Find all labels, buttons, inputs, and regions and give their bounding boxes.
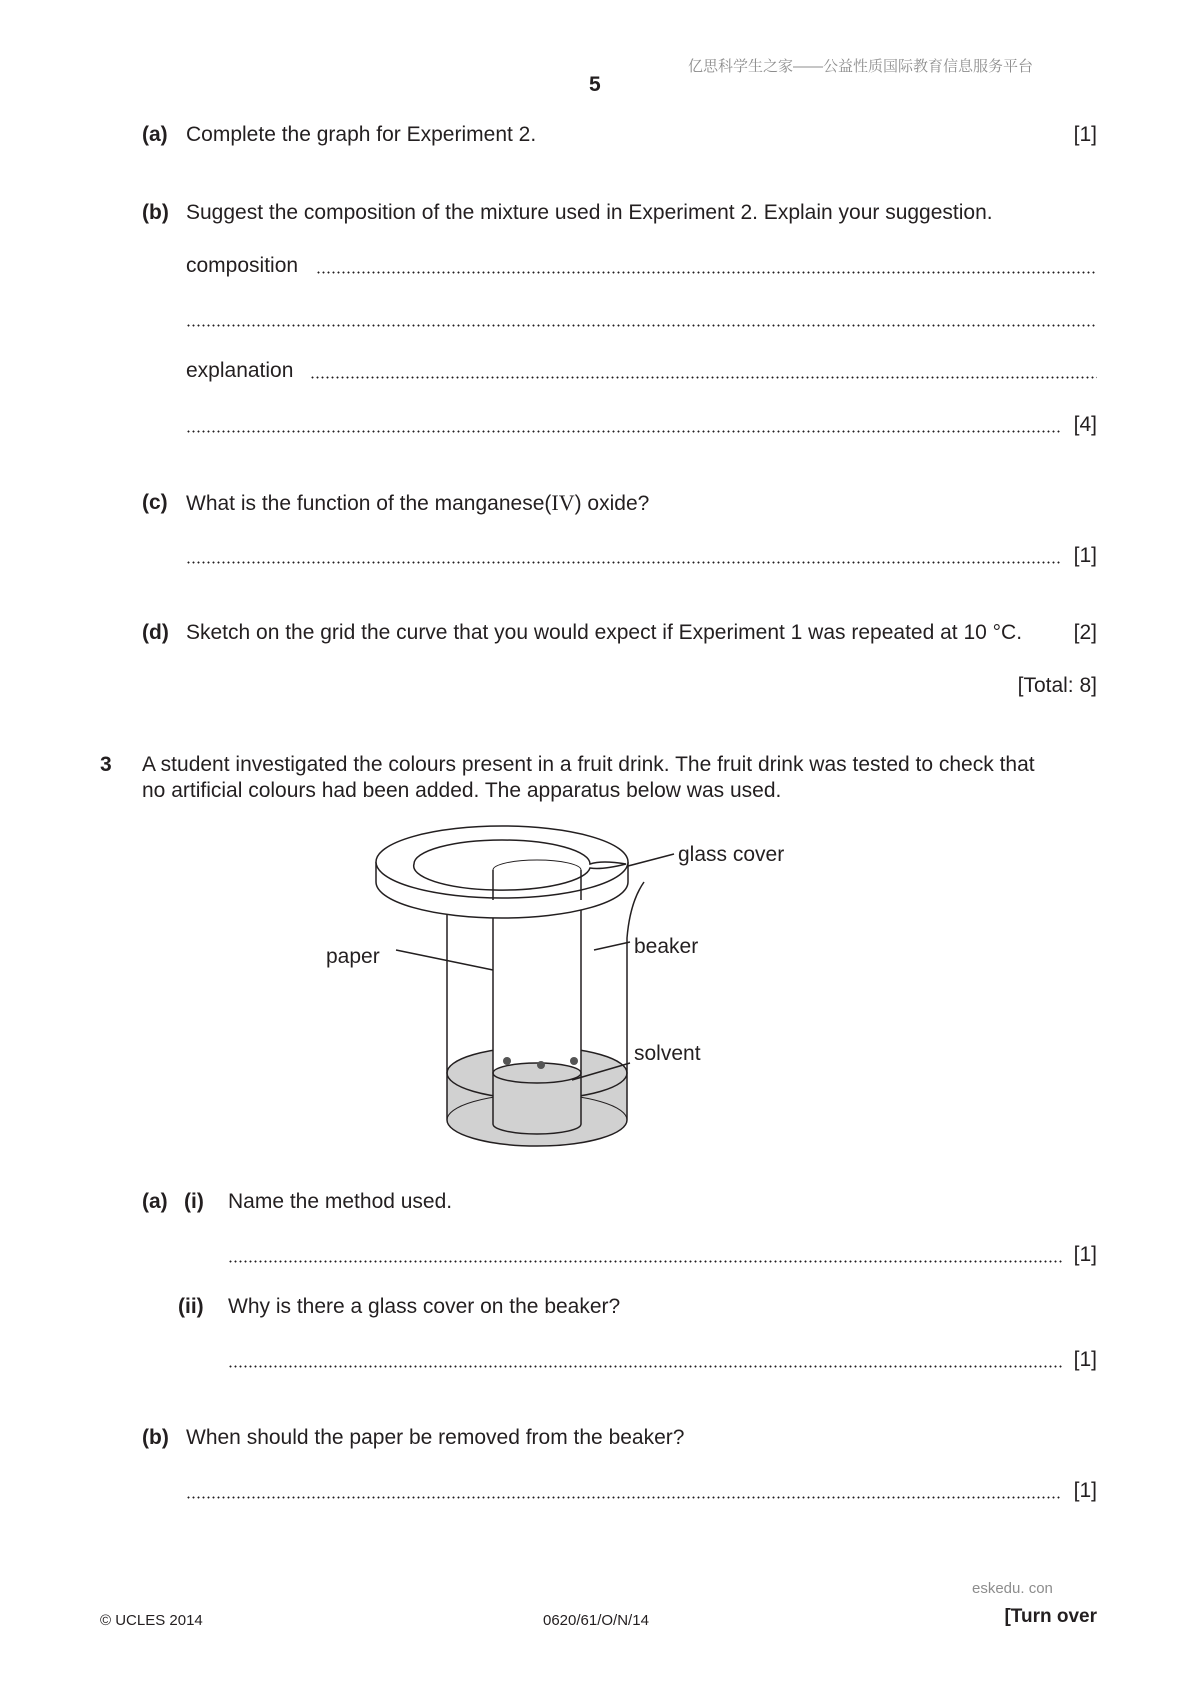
q2-total: [Total: 8] bbox=[1017, 674, 1097, 697]
q2c-marks: [1] bbox=[1073, 544, 1097, 567]
q3aii-marks: [1] bbox=[1073, 1348, 1097, 1371]
sample-spot-2 bbox=[537, 1061, 545, 1069]
sample-spot-3 bbox=[570, 1057, 578, 1065]
composition-answer-line[interactable] bbox=[316, 271, 1097, 274]
chromatography-apparatus-diagram bbox=[326, 830, 860, 1160]
solvent-label: solvent bbox=[634, 1042, 701, 1065]
q3b-text: When should the paper be removed from the beaker? bbox=[186, 1426, 685, 1449]
q2b-label: (b) bbox=[142, 201, 169, 224]
q3aii-label: (ii) bbox=[178, 1295, 204, 1318]
q2d-text: Sketch on the grid the curve that you would expect if Experiment 1 was repeated at 10 °C. bbox=[186, 621, 1023, 644]
q3-intro-line1: A student investigated the colours present in a fruit drink. The fruit drink was tested to check that bbox=[142, 753, 1035, 776]
beaker-right-wall bbox=[627, 882, 644, 1120]
watermark-bottom: eskedu. con bbox=[972, 1580, 1053, 1597]
q2b-marks: [4] bbox=[1073, 413, 1097, 436]
q3b-marks: [1] bbox=[1073, 1479, 1097, 1502]
paper-immersed-top bbox=[493, 1063, 581, 1083]
composition-label: composition bbox=[186, 254, 299, 277]
q2b-text: Suggest the composition of the mixture used in Experiment 2. Explain your suggestion. bbox=[186, 201, 993, 224]
q2c-label: (c) bbox=[142, 491, 168, 514]
q3aii-text: Why is there a glass cover on the beaker? bbox=[228, 1295, 621, 1318]
beaker-label: beaker bbox=[634, 935, 699, 958]
q2d-label: (d) bbox=[142, 621, 169, 644]
q2d-marks: [2] bbox=[1073, 621, 1097, 644]
q3ai-answer-line[interactable] bbox=[228, 1260, 1062, 1263]
turn-over: [Turn over bbox=[1004, 1606, 1097, 1627]
q3b-answer-line[interactable] bbox=[186, 1496, 1062, 1499]
glass-cover-label: glass cover bbox=[678, 843, 785, 866]
explanation-label: explanation bbox=[186, 359, 294, 382]
copyright: © UCLES 2014 bbox=[100, 1612, 203, 1629]
watermark-top: 亿思科学生之家——公益性质国际教育信息服务平台 bbox=[688, 58, 1034, 75]
q3b-label: (b) bbox=[142, 1426, 169, 1449]
q3a-label: (a) bbox=[142, 1190, 168, 1213]
explanation-answer-line[interactable] bbox=[310, 376, 1097, 379]
q2a-label: (a) bbox=[142, 123, 168, 146]
composition-answer-line-2[interactable] bbox=[186, 324, 1097, 327]
q2c-answer-line[interactable] bbox=[186, 561, 1062, 564]
sample-spot-1 bbox=[503, 1057, 511, 1065]
q3ai-label: (i) bbox=[184, 1190, 204, 1213]
explanation-answer-line-2[interactable] bbox=[186, 430, 1062, 433]
paper-leader bbox=[396, 950, 493, 970]
q2a-marks: [1] bbox=[1073, 123, 1097, 146]
q3-intro-line2: no artificial colours had been added. The apparatus below was used. bbox=[142, 779, 782, 802]
q3-number: 3 bbox=[100, 753, 112, 776]
q2a-text: Complete the graph for Experiment 2. bbox=[186, 123, 537, 146]
paper-code: 0620/61/O/N/14 bbox=[543, 1612, 649, 1629]
glass-cover-leader bbox=[628, 854, 674, 866]
q3ai-text: Name the method used. bbox=[228, 1190, 453, 1213]
page-number: 5 bbox=[589, 73, 601, 96]
paper-label: paper bbox=[326, 945, 380, 968]
q3aii-answer-line[interactable] bbox=[228, 1365, 1062, 1368]
q3ai-marks: [1] bbox=[1073, 1243, 1097, 1266]
beaker-leader bbox=[594, 942, 630, 950]
q2c-text: What is the function of the manganese(IV) oxide? bbox=[186, 490, 650, 515]
